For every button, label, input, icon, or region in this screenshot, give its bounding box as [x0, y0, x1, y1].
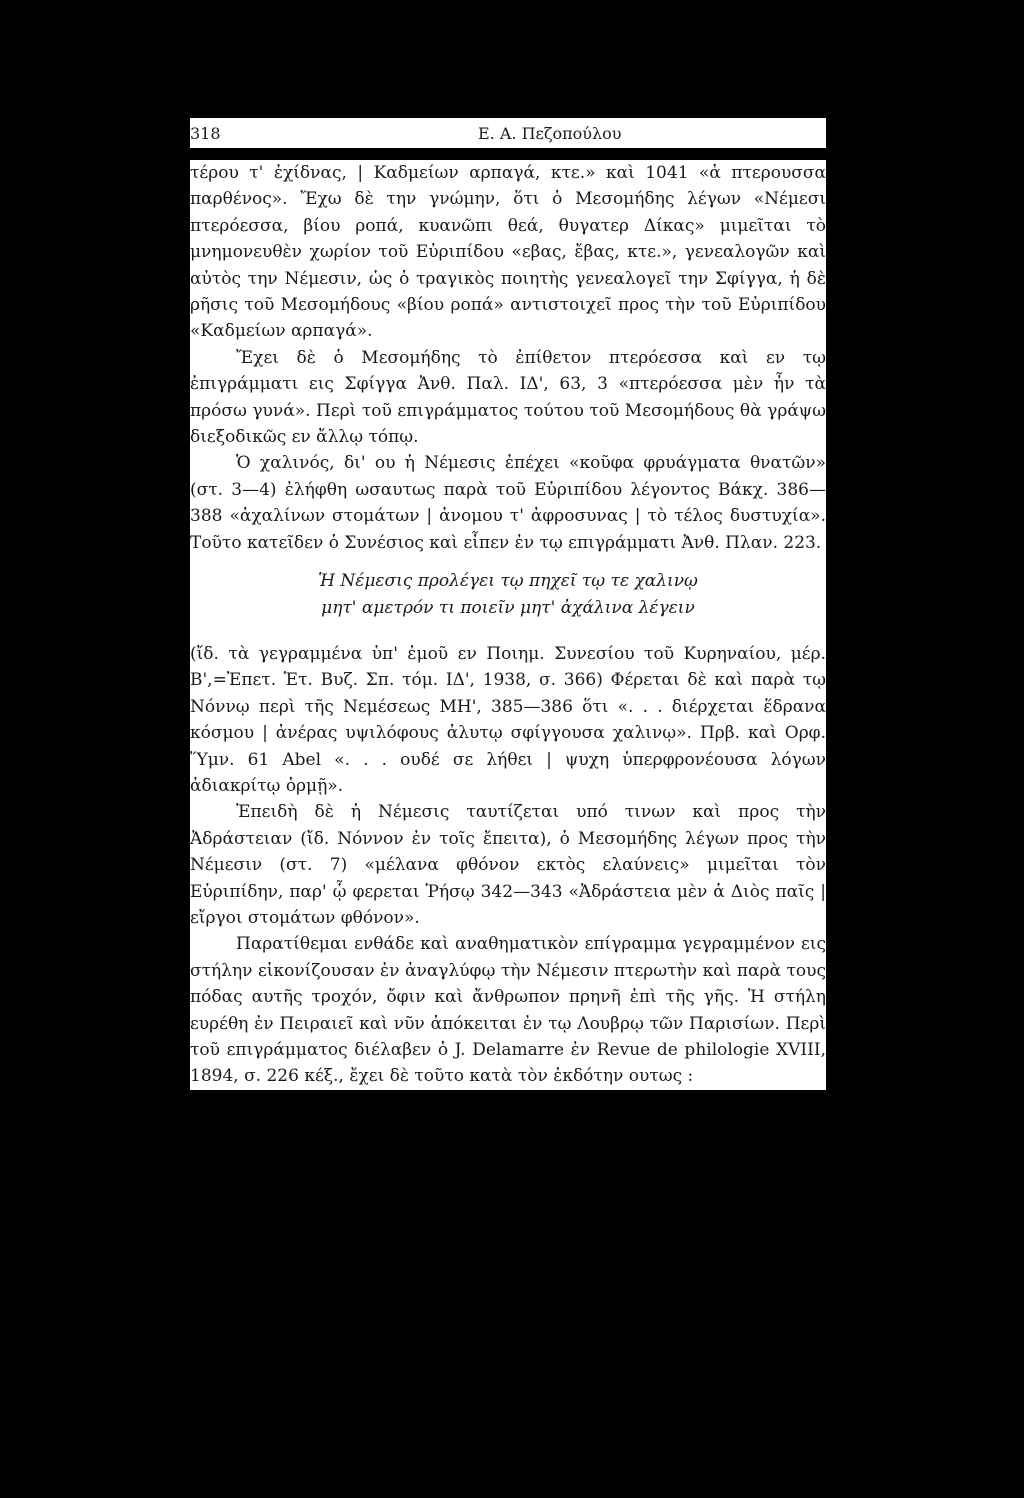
paragraph-2: Ἔχει δὲ ὁ Μεσομήδης τὸ ἐπίθετον πτερόεσσα καὶ εν τῳ ἐπιγράμματι εις Σφίγγα Ἀνθ. Παλ. ΙΔ', 63, 3 «πτερόεσσα μὲν ἦν τὰ πρόσω γυνά». Περὶ τοῦ επιγράμματος τούτου τοῦ Μεσομήδους θὰ γράψω διεξοδικῶς εν ἄλλῳ τόπῳ.: [190, 347, 826, 448]
epigram: [190, 568, 826, 621]
running-head: [190, 118, 826, 148]
paragraph-5: Ἐπειδὴ δὲ ἡ Νέμεσις ταυτίζεται υπό τινων καὶ προς τὴν Ἀδράστειαν (ἴδ. Νόννον ἐν τοῖς ἔπειτα), ὁ Μεσομήδης λέγων προς τὴν Νέμεσιν (στ. 7) «μέλανα φθόνον εκτὸς ελαύνεις» μιμεῖται τὸν Εὐριπίδην, παρ' ᾧ φερεται Ῥήσῳ 342—343 «Ἀδράστεια μὲν ἁ Διὸς παῖς | εἴργοι στομάτων φθόνον».: [190, 802, 826, 928]
paragraph-6: Παρατίθεμαι ενθάδε καὶ αναθηματικὸν επίγραμμα γεγραμμένον εις στήλην εἰκονίζουσαν ἐν ἀναγλύφῳ τὴν Νέμεσιν πτερωτὴν καὶ παρὰ τους πόδας αυτῆς τροχόν, ὄφιν καὶ ἄνθρωπον πρηνῆ ἐπὶ τῆς γῆς. Ἡ στήλη ευρέθη ἐν Πειραιεῖ καὶ νῦν ἀπόκειται ἐν τῳ Λουβρῳ τῶν Παρισίων. Περὶ τοῦ επιγράμματος διέλαβεν ὁ J. Delamarre ἐν Revue de philologie XVIII, 1894, σ. 226 κέξ., ἔχει δὲ τοῦτο κατὰ τὸν ἐκδότην ουτως :: [190, 934, 826, 1087]
running-head-title: Ε. Α. Πεζοπούλου: [478, 124, 622, 143]
body-text: [190, 160, 826, 1090]
paragraph-1: τέρου τ' ἐχίδνας, | Καδμείων αρπαγά, κτε.» καὶ 1041 «ἁ πτερουσσα παρθένος». Ἔχω δὲ την γνώμην, ὅτι ὁ Μεσομήδης λέγων «Νέμεσι πτερόεσσα, βίου ροπά, κυανῶπι θεά, θυγατερ Δίκας» μιμεῖται τὸ μνημονευθὲν χωρίον τοῦ Εὐριπίδου «εβας, ἔβας, κτε.», γενεαλογῶν καὶ αὐτὸς την Νέμεσιν, ὡς ὁ τραγικὸς ποιητὴς γενεαλογεῖ την Σφίγγα, ἡ δὲ ρῆσις τοῦ Μεσομήδους «βίου ροπά» αντιστοιχεῖ προς τὴν τοῦ Εὐριπίδου «Καδμείων αρπαγά».: [190, 163, 826, 342]
page-number: 318: [190, 124, 221, 143]
epigram-line-1: Ἡ Νέμεσις προλέγει τῳ πηχεῖ τῳ τε χαλινῳ: [318, 571, 698, 592]
paragraph-4: (ἴδ. τὰ γεγραμμένα ὑπ' ἐμοῦ εν Ποιημ. Συνεσίου τοῦ Κυρηναίου, μέρ. Β',=Ἐπετ. Ἑτ. Βυζ. Σπ. τόμ. ΙΔ', 1938, σ. 366) Φέρεται δὲ καὶ παρὰ τῳ Νόννῳ περὶ τῆς Νεμέσεως ΜΗ', 385—386 ὅτι «. . . διέρχεται ἕδρανα κόσμου | ἀνέρας υψιλόφους ἀλυτῳ σφίγγουσα χαλινῳ». Πρβ. καὶ Ορφ. Ὕμν. 61 Abel «. . . ουδέ σε λήθει | ψυχη ὑπερφρονέουσα λόγων ἀδιακρίτῳ ὁρμῇ».: [190, 643, 826, 796]
paragraph-3: Ὁ χαλινός, δι' ου ἡ Νέμεσις ἐπέχει «κοῦφα φρυάγματα θνατῶν» (στ. 3—4) ἐλήφθη ωσαυτως παρὰ τοῦ Εὐριπίδου λέγοντος Βάκχ. 386—388 «ἀχαλίνων στομάτων | ἀνομου τ' ἀφροσυνας | τὸ τέλος δυστυχία». Τοῦτο κατεῖδεν ὁ Συνέσιος καὶ εἶπεν ἐν τῳ επιγράμματι Ἀνθ. Πλαν. 223.: [190, 453, 826, 553]
epigram-line-2: μητ' αμετρόν τι ποιεῖν μητ' ἀχάλινα λέγειν: [321, 597, 695, 618]
